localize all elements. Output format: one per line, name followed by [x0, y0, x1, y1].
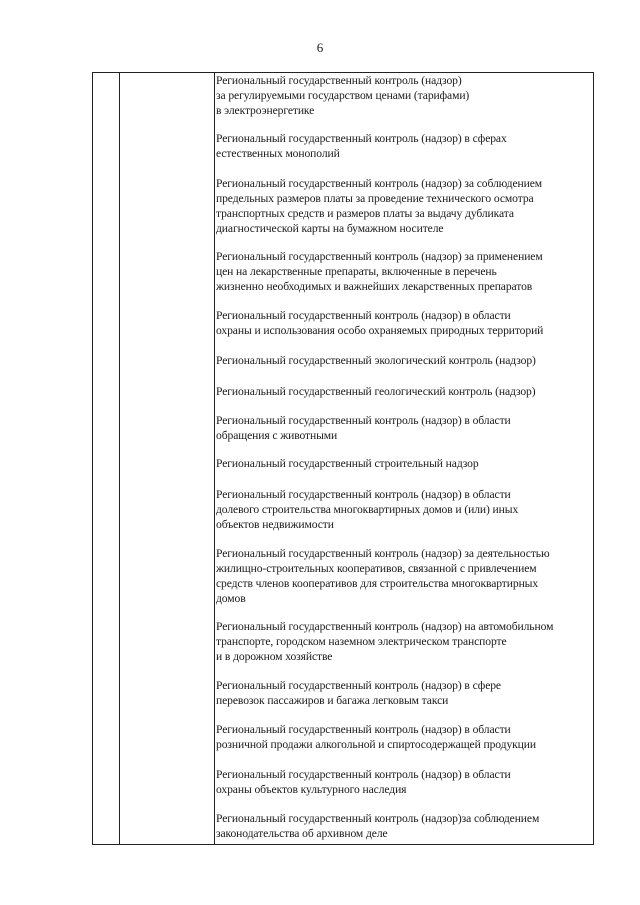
column-divider-2 [214, 73, 215, 844]
control-type-item: Региональный государственный контроль (надзор) в области розничной продажи алкогольной и спиртосодержащей продукции [216, 723, 536, 751]
control-type-item: Региональный государственный строительный надзор [216, 457, 479, 470]
control-type-item: Региональный государственный контроль (надзор) за регулируемыми государством ценами (тарифами) в электроэнергетике [216, 74, 470, 117]
control-type-item: Региональный государственный контроль (надзор) в области долевого строительства многоквартирных домов и (или) иных объектов недвижимости [216, 488, 519, 531]
control-type-item: Региональный государственный контроль (надзор) на автомобильном транспорте, городском наземном электрическом транспорте и в дорожном хозяйстве [216, 620, 554, 663]
column-divider-1 [119, 73, 120, 844]
page-number: 6 [316, 40, 324, 55]
control-type-item: Региональный государственный контроль (надзор) за деятельностью жилищно-строительных кооперативов, связанной с привлечением средств членов кооперативов для строительства многоквартирных домов [216, 547, 550, 605]
control-types-table [92, 72, 594, 845]
control-type-item: Региональный государственный контроль (надзор) за применением цен на лекарственные препараты, включенные в перечень жизненно необходимых и важнейших лекарственных препаратов [216, 250, 543, 293]
control-type-item: Региональный государственный контроль (надзор) за соблюдением предельных размеров платы за проведение технического осмотра транспортных средств и размеров платы за выдачу дубликата диагностической карты на бумажном носителе [216, 177, 542, 235]
control-type-item: Региональный государственный экологический контроль (надзор) [216, 354, 536, 367]
control-type-item: Региональный государственный контроль (надзор) в области обращения с животными [216, 414, 511, 442]
control-type-item: Региональный государственный контроль (надзор) в области охраны объектов культурного наследия [216, 768, 511, 796]
control-type-item: Региональный государственный контроль (надзор) в области охраны и использования особо охраняемых природных территорий [216, 309, 544, 337]
control-type-item: Региональный государственный геологический контроль (надзор) [216, 385, 536, 398]
control-type-item: Региональный государственный контроль (надзор)за соблюдением законодательства об архивном деле [216, 812, 540, 840]
control-type-item: Региональный государственный контроль (надзор) в сферах естественных монополий [216, 132, 507, 160]
control-type-item: Региональный государственный контроль (надзор) в сфере перевозок пассажиров и багажа легковым такси [216, 679, 501, 707]
